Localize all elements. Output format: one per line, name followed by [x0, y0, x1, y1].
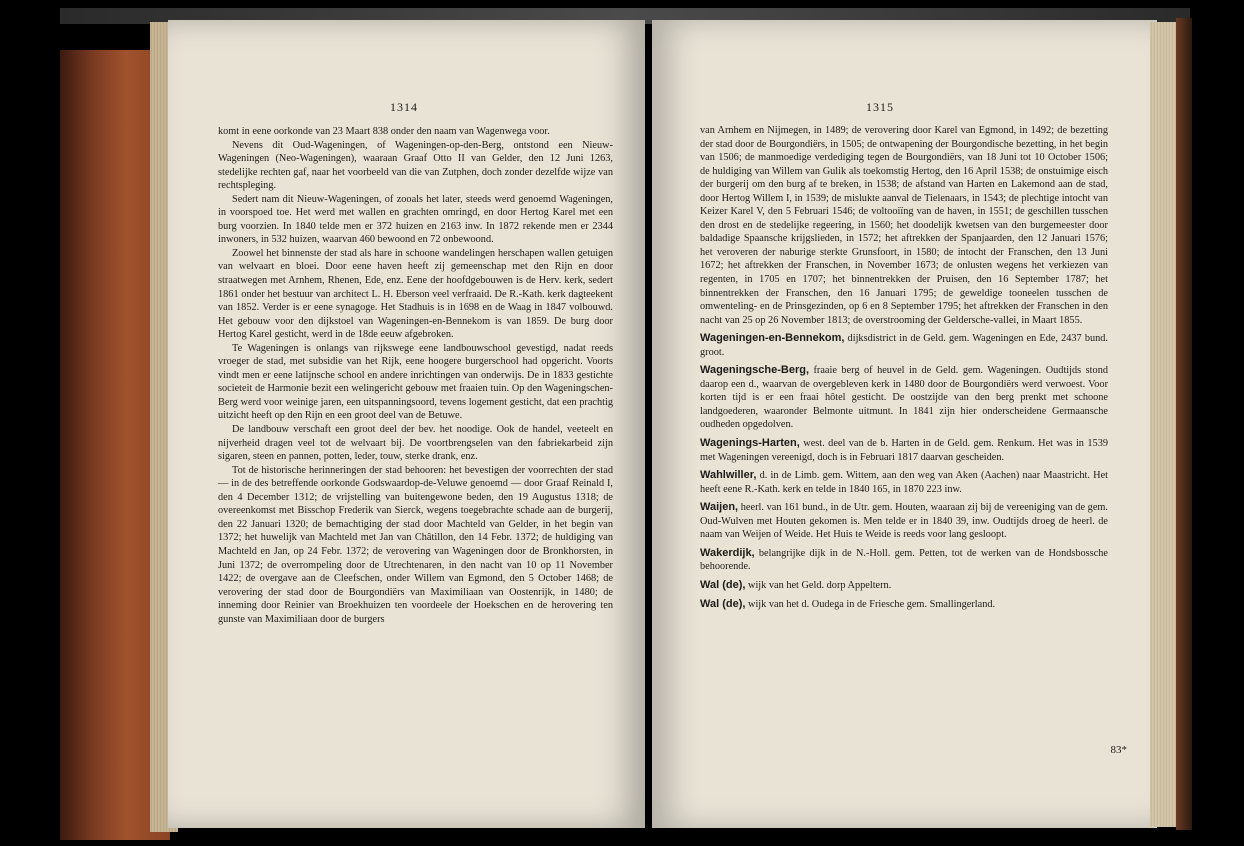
left-page-text [218, 125, 613, 626]
right-page-number: 1315 [866, 100, 894, 114]
entry-text: belangrijke dijk in de N.-Holl. gem. Petten, tot de werken van de Hondsbossche behoorende. [700, 547, 1108, 573]
dictionary-entry [700, 469, 1108, 496]
paragraph: komt in eene oorkonde van 23 Maart 838 onder den naam van Wagenwega voor. [218, 126, 550, 137]
paragraph: Sedert nam dit Nieuw-Wageningen, of zooals het later, steeds werd genoemd Wageningen, in voorspoed toe. Het werd met wallen en grachten omringd, en door Hertog Karel met een burg voorzien. In 1840 telde men er 372 huizen en 2163 inw. In 1872 rekende men er 2344 inwoners, in 532 huizen, waarvan 460 bewoond en 72 onbewoond. [218, 193, 613, 246]
dictionary-entry [700, 437, 1108, 464]
entry-headword: Wal (de), [700, 597, 746, 610]
paragraph: Tot de historische herinneringen der stad behooren: het bevestigen der voorrechten der stad — in de des betreffende oorkonde Godswaardop-de-Veluwe genoemd — door Graaf Reinald I, den 4 December 1312; de vrijstelling van buitengewone beden, den 19 Augustus 1318; de overeenkomst met Bisschop Frederik van Sierck, wegens toegebrachte schade aan de burgerij, den 22 Januari 1320; de bemachtiging der stad door Machteld van Gelder, in het begin van 1372; het huwelijk van Machteld met Jan van Châtillon, den 14 Febr. 1372; de huldiging van Machteld en Jan, op 24 Febr. 1372; de verovering van Wageningen door de Bronkhorsten, in Juni 1372; de overrompeling door de Utrechtenaren, in den nacht van 10 op 11 November 1422; de overgave aan de Cleefschen, onder Willem van Egmond, den 5 October 1468; de verovering der stad door de Bourgondiërs van Maximiliaan van Oostenrijk, in 1480; de inneming door Reinier van Broekhuizen ten voordeele der Hoekschen en de herovering ten gunste van Maximiliaan door de burgers [218, 464, 613, 625]
entry-text: wijk van het d. Oudega in de Friesche gem. Smallingerland. [745, 598, 996, 610]
entry-text: wijk van het Geld. dorp Appeltern. [745, 579, 892, 591]
entry-text: dijksdistrict in de Geld. gem. Wageningen en Ede, 2437 bund. groot. [700, 333, 1108, 358]
left-page-number: 1314 [390, 100, 418, 114]
dictionary-entry [700, 501, 1108, 542]
book-cover-right [1176, 18, 1192, 830]
paragraph: Zoowel het binnenste der stad als hare in schoone wandelingen herschapen wallen getuigen van welvaart en bloei. Door eene haven heeft zij gemeenschap met den Rijn en door straatwegen met Arnhem, Rhenen, Ede, enz. Eene der hoofdgebouwen is de Herv. kerk, sedert 1861 onder het bestuur van architect L. H. Eberson veel verfraaid. De R.-Kath. kerk dagteekent van 1852. Verder is er eene synagoge. Het Stadhuis is in 1698 en de Waag in 1847 volbouwd. Het gebouw voor den dijkstoel van Wageningen-en-Bennekom is van 1859. De burg door Hertog Karel gesticht, werd in de 18de eeuw afgebroken. [218, 247, 613, 341]
paragraph: De landbouw verschaft een groot deel der bev. het noodige. Ook de handel, veeteelt en nijverheid dragen veel tot de welvaart bij. De voortbrengselen van den fabriekarbeid zijn sigaren, steen en pannen, potten, leder, touw, sterke drank, enz. [218, 424, 613, 463]
paragraph: Te Wageningen is onlangs van rijkswege eene landbouwschool gevestigd, nadat reeds vroeger de stad, met subsidie van het Rijk, eene hoogere burgerschool had opgericht. Voorts vindt men er eene latijnsche school en andere inrichtingen van onderwijs. De in 1833 gestichte societeit de Harmonie bezit een welingericht gebouw met fraaien tuin. Op den Wageningschen-Berg werd voor weinige jaren, een uitspanningsoord, tevens logement gesticht, dat een prachtig uitzicht heeft op den Rijn en een groot deel van de Betuwe. [218, 342, 613, 422]
entry-headword: Wageningen-en-Bennekom, [700, 332, 845, 345]
signature-mark: 83* [1110, 744, 1127, 756]
paragraph: van Arnhem en Nijmegen, in 1489; de verovering door Karel van Egmond, in 1492; de bezetting der stad door de Bourgondiërs, in 1505; de ontwapening der Bourgondische bezetting, in het begin van 1506; de manmoedige verdediging tegen de Bourgondiërs, van 18 Juni tot 10 October 1506; de huldiging van Willem van Gulik als toekomstig Hertog, den 16 April 1538; de onstuimige eisch der burgerij om den burg af te breken, in 1538; de afstand van Harten en Lakemond aan de stad, door Hertog Willem I, in 1539; de mislukte aanval de Tielenaars, in 1543; de plechtige intocht van Keizer Karel V, den 5 Februari 1546; de voltooiïng van de haven, in 1551; de geschillen tusschen den drost en de stedelijke regeering, in 1560; het doodelijk kwetsen van den burgemeester door baldadige Spaansche krijgslieden, in 1572; het aftrekken der Spanjaarden, den 12 Januari 1576; het veroveren der naburige sterkte Grunsfoort, in 1580; de intocht der Franschen, den 13 Juni 1672; het aftrekken der Franschen, in November 1673; de onlusten wegens het verkiezen van regenten, in 1705 en 1707; het binnentrekken der Pruisen, den 16 September 1787; het binnentrekken der Franschen, den 16 Januari 1795; de geweldige tooneelen tusschen de omwenteling- en de Prinsgezinden, op 6 en 8 September 1795; het aftrekken der Franschen in den nacht van 25 op 26 November 1813; de overstrooming der Geldersche-vallei, in Maart 1855. [700, 125, 1108, 326]
dictionary-entry [700, 598, 1108, 612]
entry-text: west. deel van de b. Harten in de Geld. gem. Renkum. Het was in 1539 met Wageningen vereenigd, doch is in Februari 1817 daarvan gescheiden. [700, 438, 1108, 463]
left-page [168, 20, 645, 828]
entry-headword: Wal (de), [700, 578, 746, 591]
entry-text: heerl. van 161 bund., in de Utr. gem. Houten, waaraan zij bij de vereeniging van de gem. Oud-Wulven met Houten gekomen is. Men telde er in 1840 39, inw. Oudtijds droeg de heerl. de naam van Weijen of Weide. Het Huis te Weide is reeds voor lang gesloopt. [700, 502, 1108, 541]
right-page [652, 20, 1157, 828]
right-page-text [700, 124, 1108, 611]
entry-headword: Waijen, [700, 501, 739, 514]
dictionary-entry [700, 579, 1108, 593]
entry-headword: Wahlwiller, [700, 469, 757, 482]
entry-text: d. in de Limb. gem. Wittem, aan den weg van Aken (Aachen) naar Maastricht. Het heeft eene R.-Kath. kerk en telde in 1840 165, in 1870 223 inw. [700, 470, 1108, 495]
dictionary-entry [700, 332, 1108, 359]
entry-headword: Wakerdijk, [700, 546, 755, 559]
dictionary-entry [700, 364, 1108, 432]
dictionary-entry [700, 547, 1108, 574]
entry-headword: Wagenings-Harten, [700, 437, 800, 450]
entry-text: fraaie berg of heuvel in de Geld. gem. Wageningen. Oudtijds stond daarop een d., waarvan de overgebleven kerk in 1480 door de Bourgondiërs werd verwoest. Voor korten tijd is er een fraai hôtel gesticht. De oostzijde van den berg prenkt met schoone landgoederen, waaronder Belmonte uitmunt. In 1841 zijn hier onderscheidene Germaansche oudheden opgedolven. [700, 365, 1108, 431]
entry-headword: Wageningsche-Berg, [700, 364, 809, 377]
paragraph: Nevens dit Oud-Wageningen, of Wageningen-op-den-Berg, ontstond een Nieuw-Wageningen (Neo-Wageningen), waaraan Graaf Otto II van Gelder, den 12 Juni 1263, stedelijke rechten gaf, naar het voorbeeld van die van Zutphen, doch zonder dezelfde wijze van rechtspleging. [218, 139, 613, 192]
